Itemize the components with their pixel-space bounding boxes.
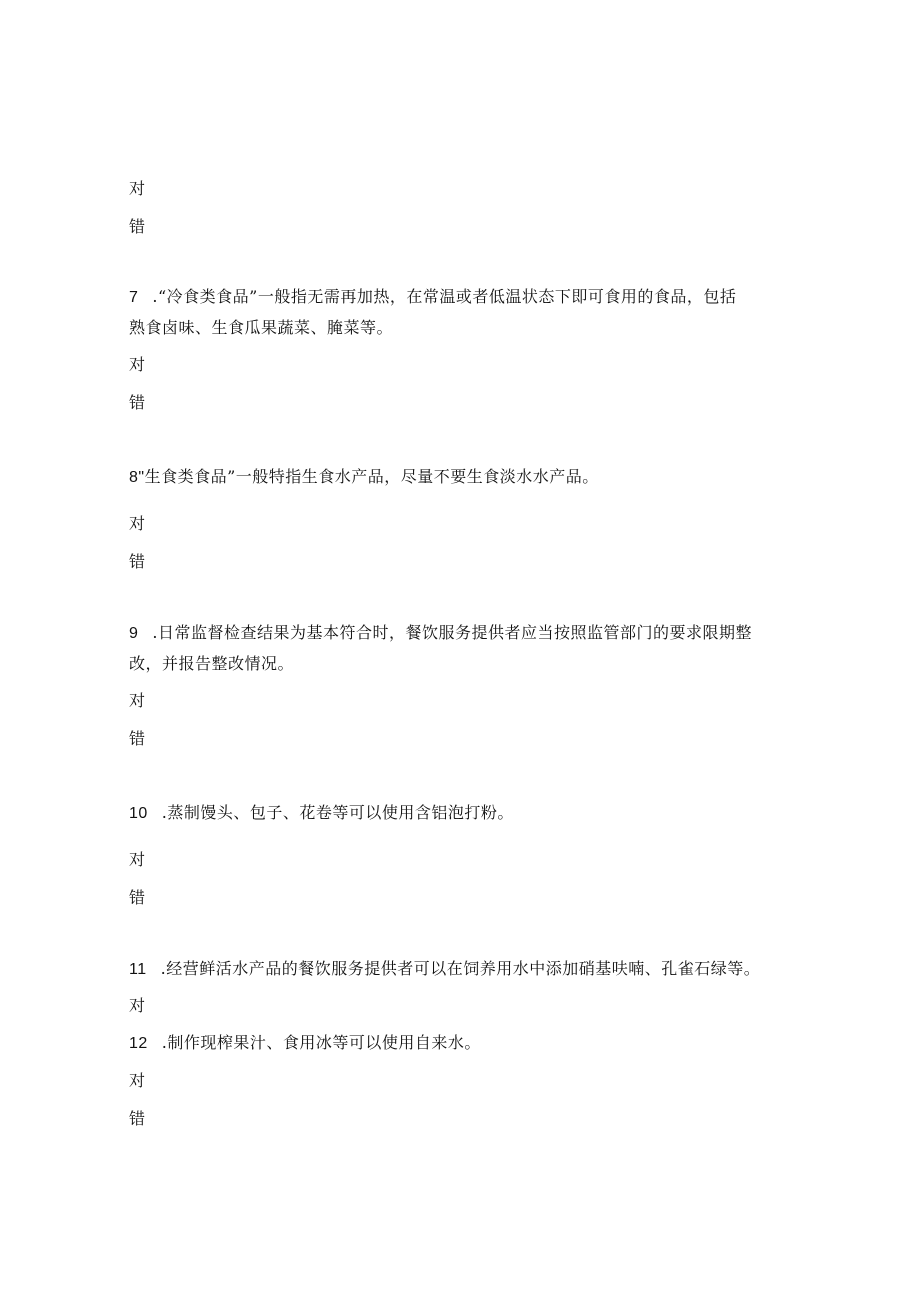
question-7 — [129, 287, 736, 308]
question-12 — [129, 1033, 481, 1054]
option-false: 错 — [129, 1109, 146, 1128]
question-text: .“冷食类食品”一般指无需再加热，在常温或者低温状态下即可食用的食品，包括 — [152, 287, 737, 306]
option-false: 错 — [129, 217, 146, 236]
option-false: 错 — [129, 888, 146, 907]
question-number: 9 — [129, 625, 139, 642]
question-number: 7 — [129, 289, 139, 306]
option-true: 对 — [129, 355, 146, 374]
question-10 — [129, 803, 514, 824]
question-text: .经营鲜活水产品的餐饮服务提供者可以在饲养用水中添加硝基呋喃、孔雀石绿等。 — [160, 959, 761, 978]
option-true: 对 — [129, 691, 146, 710]
question-8 — [129, 467, 599, 488]
question-text: .蒸制馒头、包子、花卷等可以使用含铝泡打粉。 — [161, 803, 514, 822]
option-true: 对 — [129, 1071, 146, 1090]
option-true: 对 — [129, 179, 146, 198]
option-true: 对 — [129, 514, 146, 533]
option-false: 错 — [129, 552, 146, 571]
question-number: 12 — [129, 1035, 148, 1052]
option-false: 错 — [129, 393, 146, 412]
question-text: .日常监督检查结果为基本符合时，餐饮服务提供者应当按照监管部门的要求限期整 — [152, 623, 752, 642]
option-true: 对 — [129, 996, 146, 1015]
question-text: 生食类食品”一般特指生食水产品，尽量不要生食淡水水产品。 — [144, 467, 599, 486]
question-9 — [129, 623, 752, 644]
question-number: 10 — [129, 805, 148, 822]
option-false: 错 — [129, 729, 146, 748]
question-11 — [129, 959, 760, 980]
question-text: .制作现榨果汁、食用冰等可以使用自来水。 — [161, 1033, 481, 1052]
question-number: 11 — [129, 961, 147, 978]
question-number: 8" — [129, 469, 145, 486]
question-text-continued: 改，并报告整改情况。 — [129, 654, 295, 673]
question-text-continued: 熟食卤味、生食瓜果蔬菜、腌菜等。 — [129, 318, 394, 337]
option-true: 对 — [129, 850, 146, 869]
